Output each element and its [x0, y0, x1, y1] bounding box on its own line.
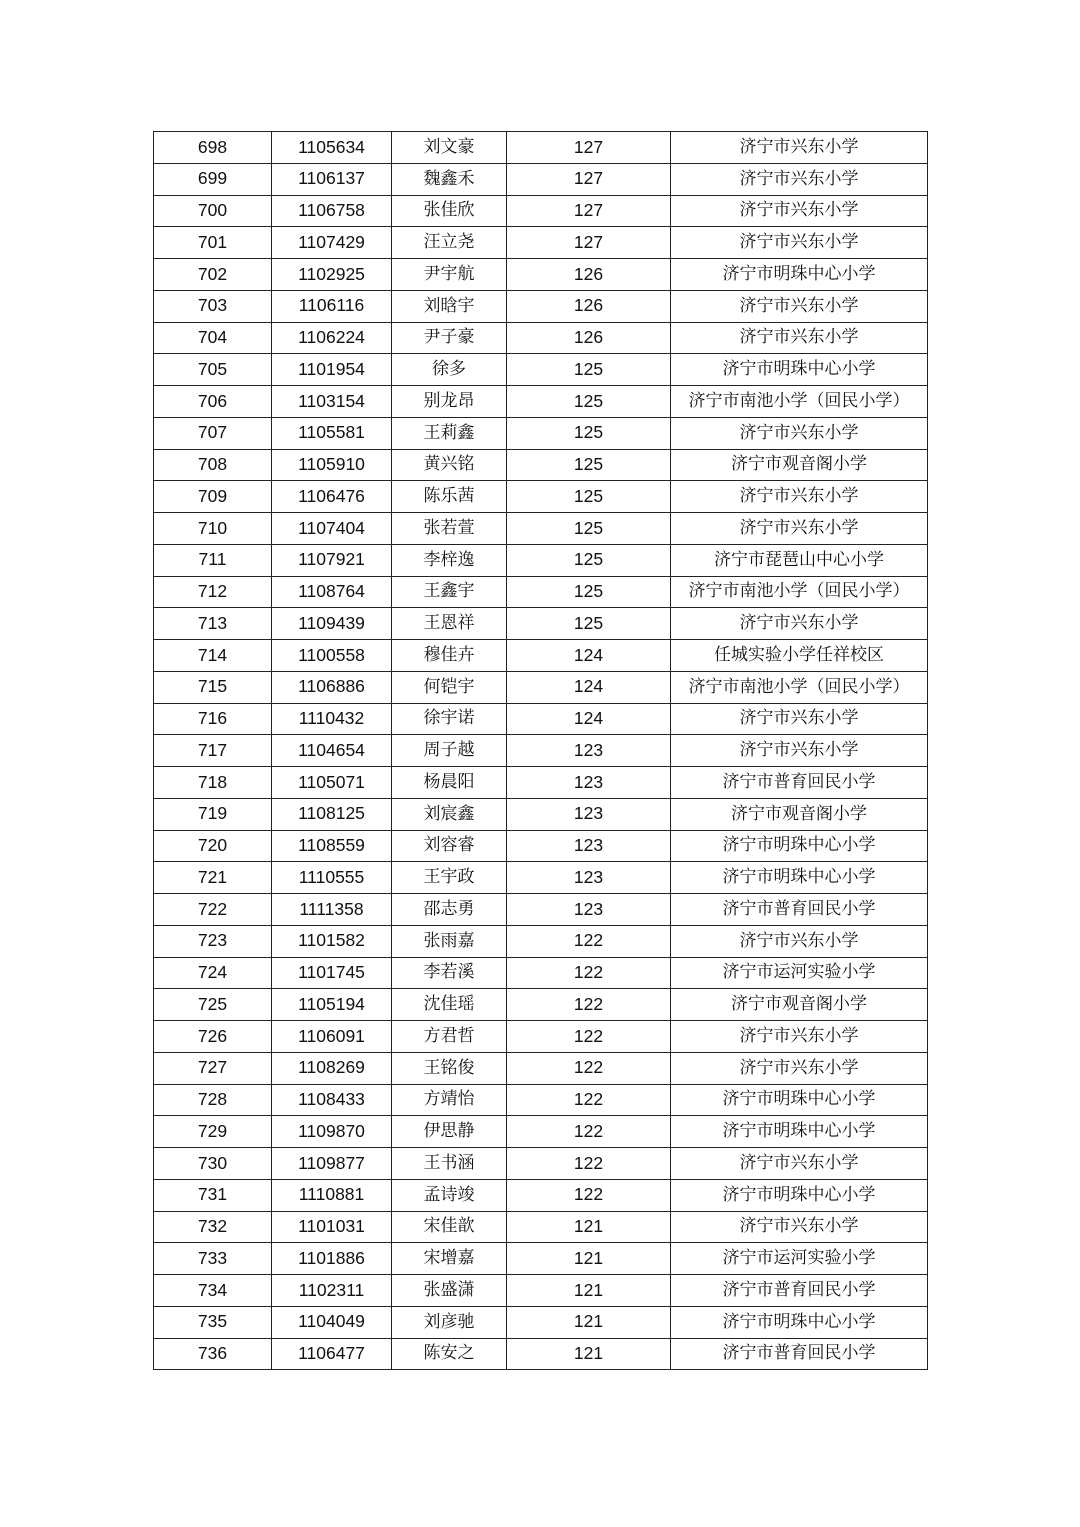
score-cell: 122	[507, 1084, 671, 1116]
school-cell: 济宁市兴东小学	[671, 1021, 928, 1053]
school-cell: 济宁市明珠中心小学	[671, 1116, 928, 1148]
school-cell: 济宁市明珠中心小学	[671, 1084, 928, 1116]
school-cell: 济宁市明珠中心小学	[671, 259, 928, 291]
table-row	[154, 354, 928, 386]
student-id-cell: 1109439	[272, 608, 392, 640]
table-row	[154, 544, 928, 576]
school-cell: 济宁市普育回民小学	[671, 894, 928, 926]
rank-cell: 731	[154, 1179, 272, 1211]
rank-cell: 708	[154, 449, 272, 481]
table-row	[154, 1084, 928, 1116]
score-cell: 125	[507, 576, 671, 608]
student-name-cell: 刘彦驰	[392, 1306, 507, 1338]
rank-cell: 713	[154, 608, 272, 640]
table-row	[154, 640, 928, 672]
student-name-cell: 陈安之	[392, 1338, 507, 1370]
score-cell: 126	[507, 322, 671, 354]
table-row	[154, 1148, 928, 1180]
school-cell: 济宁市南池小学（回民小学）	[671, 386, 928, 418]
student-name-cell: 邵志勇	[392, 894, 507, 926]
school-cell: 济宁市兴东小学	[671, 1148, 928, 1180]
student-name-cell: 别龙昂	[392, 386, 507, 418]
student-id-cell: 1108125	[272, 798, 392, 830]
rank-cell: 719	[154, 798, 272, 830]
school-cell: 济宁市兴东小学	[671, 322, 928, 354]
rank-cell: 710	[154, 513, 272, 545]
student-name-cell: 孟诗竣	[392, 1179, 507, 1211]
student-name-cell: 王铭俊	[392, 1052, 507, 1084]
score-cell: 125	[507, 608, 671, 640]
table-row	[154, 862, 928, 894]
school-cell: 济宁市观音阁小学	[671, 449, 928, 481]
score-cell: 125	[507, 417, 671, 449]
rank-cell: 726	[154, 1021, 272, 1053]
school-cell: 济宁市南池小学（回民小学）	[671, 671, 928, 703]
table-row	[154, 1052, 928, 1084]
school-cell: 济宁市兴东小学	[671, 608, 928, 640]
student-id-cell: 1107404	[272, 513, 392, 545]
student-id-cell: 1106886	[272, 671, 392, 703]
student-id-cell: 1108764	[272, 576, 392, 608]
school-cell: 济宁市明珠中心小学	[671, 830, 928, 862]
school-cell: 济宁市普育回民小学	[671, 1338, 928, 1370]
student-id-cell: 1101582	[272, 925, 392, 957]
student-name-cell: 方靖怡	[392, 1084, 507, 1116]
student-name-cell: 何铠宇	[392, 671, 507, 703]
school-cell: 济宁市兴东小学	[671, 132, 928, 164]
student-id-cell: 1102925	[272, 259, 392, 291]
table-row	[154, 735, 928, 767]
student-id-cell: 1110432	[272, 703, 392, 735]
table-row	[154, 1306, 928, 1338]
rank-cell: 736	[154, 1338, 272, 1370]
student-name-cell: 刘文豪	[392, 132, 507, 164]
student-name-cell: 刘宸鑫	[392, 798, 507, 830]
student-name-cell: 汪立尧	[392, 227, 507, 259]
student-id-cell: 1106137	[272, 163, 392, 195]
rank-cell: 728	[154, 1084, 272, 1116]
rank-cell: 730	[154, 1148, 272, 1180]
student-id-cell: 1108269	[272, 1052, 392, 1084]
student-id-cell: 1106116	[272, 290, 392, 322]
score-cell: 127	[507, 163, 671, 195]
score-cell: 123	[507, 862, 671, 894]
school-cell: 济宁市兴东小学	[671, 227, 928, 259]
table-row	[154, 671, 928, 703]
student-id-cell: 1104049	[272, 1306, 392, 1338]
table-row	[154, 1211, 928, 1243]
student-name-cell: 尹宇航	[392, 259, 507, 291]
school-cell: 济宁市观音阁小学	[671, 989, 928, 1021]
score-cell: 123	[507, 735, 671, 767]
score-cell: 121	[507, 1338, 671, 1370]
student-name-cell: 王鑫宇	[392, 576, 507, 608]
score-cell: 125	[507, 513, 671, 545]
table-row	[154, 513, 928, 545]
table-row	[154, 989, 928, 1021]
student-name-cell: 周子越	[392, 735, 507, 767]
table-row	[154, 449, 928, 481]
table-row	[154, 894, 928, 926]
school-cell: 济宁市兴东小学	[671, 195, 928, 227]
score-cell: 122	[507, 1052, 671, 1084]
student-id-cell: 1101745	[272, 957, 392, 989]
school-cell: 济宁市明珠中心小学	[671, 862, 928, 894]
student-name-cell: 徐多	[392, 354, 507, 386]
school-cell: 济宁市兴东小学	[671, 163, 928, 195]
student-id-cell: 1100558	[272, 640, 392, 672]
student-name-cell: 杨晨阳	[392, 767, 507, 799]
rank-cell: 722	[154, 894, 272, 926]
table-row	[154, 925, 928, 957]
table-row	[154, 259, 928, 291]
rank-cell: 733	[154, 1243, 272, 1275]
table-row	[154, 132, 928, 164]
table-row	[154, 1275, 928, 1307]
score-cell: 125	[507, 544, 671, 576]
rank-cell: 709	[154, 481, 272, 513]
student-id-cell: 1105581	[272, 417, 392, 449]
rank-cell: 703	[154, 290, 272, 322]
school-cell: 济宁市明珠中心小学	[671, 1306, 928, 1338]
table-row	[154, 1179, 928, 1211]
rank-cell: 721	[154, 862, 272, 894]
student-name-cell: 宋增嘉	[392, 1243, 507, 1275]
score-cell: 122	[507, 1179, 671, 1211]
rank-cell: 735	[154, 1306, 272, 1338]
student-id-cell: 1107921	[272, 544, 392, 576]
school-cell: 济宁市兴东小学	[671, 481, 928, 513]
rank-cell: 700	[154, 195, 272, 227]
table-row	[154, 1338, 928, 1370]
rank-cell: 711	[154, 544, 272, 576]
student-id-cell: 1105910	[272, 449, 392, 481]
score-cell: 126	[507, 290, 671, 322]
student-name-cell: 尹子豪	[392, 322, 507, 354]
rank-cell: 727	[154, 1052, 272, 1084]
student-name-cell: 王书涵	[392, 1148, 507, 1180]
rank-cell: 704	[154, 322, 272, 354]
student-name-cell: 伊思静	[392, 1116, 507, 1148]
results-body	[154, 132, 928, 1370]
score-cell: 127	[507, 132, 671, 164]
rank-cell: 707	[154, 417, 272, 449]
student-id-cell: 1105071	[272, 767, 392, 799]
score-cell: 121	[507, 1243, 671, 1275]
score-cell: 121	[507, 1306, 671, 1338]
student-id-cell: 1108559	[272, 830, 392, 862]
student-id-cell: 1104654	[272, 735, 392, 767]
rank-cell: 706	[154, 386, 272, 418]
rank-cell: 720	[154, 830, 272, 862]
score-cell: 125	[507, 386, 671, 418]
student-id-cell: 1102311	[272, 1275, 392, 1307]
rank-cell: 701	[154, 227, 272, 259]
school-cell: 济宁市兴东小学	[671, 703, 928, 735]
student-id-cell: 1105194	[272, 989, 392, 1021]
score-cell: 123	[507, 830, 671, 862]
school-cell: 济宁市兴东小学	[671, 290, 928, 322]
score-cell: 122	[507, 1116, 671, 1148]
school-cell: 济宁市观音阁小学	[671, 798, 928, 830]
rank-cell: 714	[154, 640, 272, 672]
table-row	[154, 767, 928, 799]
score-cell: 124	[507, 671, 671, 703]
student-id-cell: 1101031	[272, 1211, 392, 1243]
table-row	[154, 195, 928, 227]
student-id-cell: 1111358	[272, 894, 392, 926]
score-cell: 123	[507, 894, 671, 926]
student-name-cell: 宋佳歆	[392, 1211, 507, 1243]
score-cell: 121	[507, 1211, 671, 1243]
table-row	[154, 386, 928, 418]
table-row	[154, 608, 928, 640]
school-cell: 济宁市普育回民小学	[671, 767, 928, 799]
rank-cell: 699	[154, 163, 272, 195]
table-row	[154, 290, 928, 322]
student-name-cell: 张雨嘉	[392, 925, 507, 957]
score-cell: 122	[507, 957, 671, 989]
student-name-cell: 方君哲	[392, 1021, 507, 1053]
rank-cell: 705	[154, 354, 272, 386]
table-row	[154, 163, 928, 195]
score-cell: 127	[507, 195, 671, 227]
school-cell: 济宁市琵琶山中心小学	[671, 544, 928, 576]
score-cell: 125	[507, 449, 671, 481]
rank-cell: 724	[154, 957, 272, 989]
school-cell: 济宁市南池小学（回民小学）	[671, 576, 928, 608]
student-name-cell: 张盛潇	[392, 1275, 507, 1307]
table-row	[154, 417, 928, 449]
score-cell: 122	[507, 925, 671, 957]
student-name-cell: 穆佳卉	[392, 640, 507, 672]
student-name-cell: 李若溪	[392, 957, 507, 989]
score-cell: 121	[507, 1275, 671, 1307]
student-id-cell: 1106476	[272, 481, 392, 513]
school-cell: 济宁市普育回民小学	[671, 1275, 928, 1307]
student-id-cell: 1101954	[272, 354, 392, 386]
student-id-cell: 1109877	[272, 1148, 392, 1180]
school-cell: 济宁市兴东小学	[671, 925, 928, 957]
rank-cell: 718	[154, 767, 272, 799]
student-id-cell: 1109870	[272, 1116, 392, 1148]
rank-cell: 715	[154, 671, 272, 703]
school-cell: 济宁市明珠中心小学	[671, 354, 928, 386]
school-cell: 济宁市运河实验小学	[671, 1243, 928, 1275]
table-row	[154, 227, 928, 259]
student-name-cell: 陈乐茜	[392, 481, 507, 513]
table-row	[154, 576, 928, 608]
score-cell: 122	[507, 989, 671, 1021]
student-name-cell: 徐宇诺	[392, 703, 507, 735]
student-id-cell: 1107429	[272, 227, 392, 259]
student-name-cell: 黄兴铭	[392, 449, 507, 481]
student-name-cell: 王莉鑫	[392, 417, 507, 449]
school-cell: 济宁市兴东小学	[671, 1052, 928, 1084]
student-name-cell: 张佳欣	[392, 195, 507, 227]
score-cell: 125	[507, 354, 671, 386]
student-id-cell: 1103154	[272, 386, 392, 418]
student-name-cell: 张若萱	[392, 513, 507, 545]
table-row	[154, 798, 928, 830]
rank-cell: 723	[154, 925, 272, 957]
table-row	[154, 481, 928, 513]
score-cell: 122	[507, 1021, 671, 1053]
school-cell: 济宁市运河实验小学	[671, 957, 928, 989]
student-id-cell: 1105634	[272, 132, 392, 164]
school-cell: 济宁市兴东小学	[671, 417, 928, 449]
rank-cell: 729	[154, 1116, 272, 1148]
score-cell: 123	[507, 767, 671, 799]
student-id-cell: 1108433	[272, 1084, 392, 1116]
student-name-cell: 刘容睿	[392, 830, 507, 862]
student-name-cell: 魏鑫禾	[392, 163, 507, 195]
table-row	[154, 957, 928, 989]
table-row	[154, 322, 928, 354]
student-id-cell: 1106758	[272, 195, 392, 227]
table-row	[154, 1021, 928, 1053]
rank-cell: 732	[154, 1211, 272, 1243]
score-cell: 124	[507, 640, 671, 672]
rank-cell: 712	[154, 576, 272, 608]
student-id-cell: 1101886	[272, 1243, 392, 1275]
score-cell: 125	[507, 481, 671, 513]
student-name-cell: 刘晗宇	[392, 290, 507, 322]
table-row	[154, 1116, 928, 1148]
table-row	[154, 703, 928, 735]
school-cell: 济宁市明珠中心小学	[671, 1179, 928, 1211]
student-id-cell: 1106091	[272, 1021, 392, 1053]
score-cell: 124	[507, 703, 671, 735]
table-row	[154, 1243, 928, 1275]
results-table	[153, 131, 928, 1370]
score-cell: 126	[507, 259, 671, 291]
rank-cell: 702	[154, 259, 272, 291]
rank-cell: 698	[154, 132, 272, 164]
student-id-cell: 1110555	[272, 862, 392, 894]
school-cell: 任城实验小学任祥校区	[671, 640, 928, 672]
school-cell: 济宁市兴东小学	[671, 513, 928, 545]
score-cell: 122	[507, 1148, 671, 1180]
school-cell: 济宁市兴东小学	[671, 1211, 928, 1243]
student-name-cell: 王恩祥	[392, 608, 507, 640]
score-cell: 123	[507, 798, 671, 830]
rank-cell: 734	[154, 1275, 272, 1307]
student-id-cell: 1110881	[272, 1179, 392, 1211]
rank-cell: 717	[154, 735, 272, 767]
student-id-cell: 1106224	[272, 322, 392, 354]
score-cell: 127	[507, 227, 671, 259]
rank-cell: 725	[154, 989, 272, 1021]
table-row	[154, 830, 928, 862]
school-cell: 济宁市兴东小学	[671, 735, 928, 767]
student-name-cell: 王宇政	[392, 862, 507, 894]
student-name-cell: 李梓逸	[392, 544, 507, 576]
student-id-cell: 1106477	[272, 1338, 392, 1370]
rank-cell: 716	[154, 703, 272, 735]
student-name-cell: 沈佳瑶	[392, 989, 507, 1021]
